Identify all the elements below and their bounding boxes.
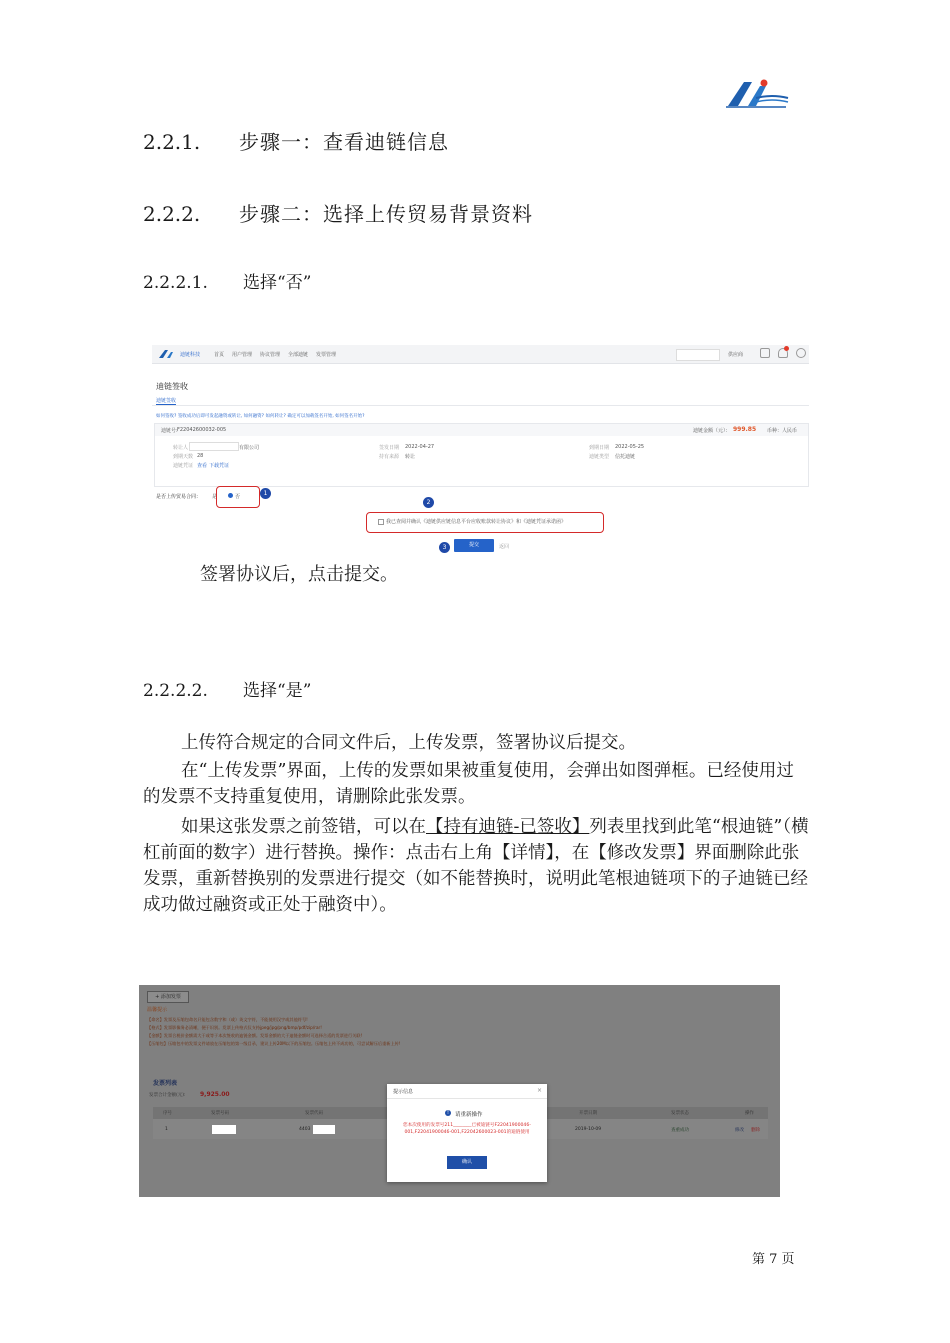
heading-2-2-2-1 [143,268,311,293]
nav-brand[interactable]: 迪链科技 [180,352,201,358]
tab-divider [152,405,809,406]
heading-2-2-2-2 [143,676,311,701]
close-icon[interactable]: × [537,1087,543,1094]
due-label: 到期日期 [589,445,610,451]
page-number: 第 7 页 [752,1252,795,1267]
paragraph-replace [143,814,811,918]
nav-item-home[interactable]: 首页 [214,352,225,358]
user-icon[interactable] [796,348,806,358]
holder-label: 转让人 [173,445,189,451]
chain-no-value: F22042600032-005 [177,427,227,433]
row-delete-link[interactable]: 删除 [751,1128,760,1133]
help-notice[interactable]: 如何签收? 签收成功后即可发起融资或转让, 如何融资? 如何转让? 确定可以加载签名开始, 如何签名开始? [156,414,365,419]
dialog-message: 您本次使用的发票号211________已被迪链号F22041900046-001,F22041900046-001,F22042600023-001的迪链使用 [403,1123,531,1135]
row-code-prefix: 4403 [299,1127,311,1132]
confirm-button[interactable]: 确认 [447,1156,487,1169]
duplicate-invoice-dialog [387,1084,547,1182]
heading-2-2-2 [143,198,533,227]
paragraph-text: 列表里找到此笔“根迪链”（横杠前面的数字）进行替换。操作：点击右上角【详情】，在【修改发票】界面删除此张发票，重新替换别的发票进行提交（如不能替换时，说明此笔根迪链项下的子迪链已经成功做过融资或正处于融资中）。 [143,817,809,915]
screenshot-invoice-duplicate [139,985,780,1197]
company-logo [722,76,790,110]
option-yes-radio[interactable]: 是 [212,494,218,500]
view-doc-link[interactable]: 查看 [197,463,208,469]
nav-item-agreements[interactable]: 协议管理 [260,352,281,358]
info-icon: ! [446,1110,449,1116]
issue-label: 签发日期 [379,445,400,451]
redacted-invoice-no [212,1125,236,1134]
dialog-title: 提示信息 [393,1089,414,1095]
redacted-invoice-code [313,1125,335,1134]
upload-contract-label: 是否上传贸易合同： [156,494,202,500]
heading-2-2-1 [143,126,449,155]
doc-label: 迪链凭证 [173,463,194,469]
issue-date: 2022-04-27 [405,444,435,450]
paragraph-upload: 上传符合规定的合同文件后，上传发票，签署协议后提交。 [181,733,636,753]
row-edit-link[interactable]: 修改 [735,1128,744,1133]
chain-no-label: 迪链号: [161,428,178,434]
agree-text[interactable]: 我已查阅并确认《迪链供应链信息平台应收账款转让协议》和《迪链凭证承诺函》 [386,519,567,525]
col-header: 开票日期 [579,1111,597,1116]
row-date: 2019-10-09 [575,1127,602,1132]
heading-text: 步骤二：选择上传贸易背景资料 [239,202,533,226]
col-header: 操作 [745,1111,754,1116]
invoice-list-title: 发票列表 [153,1080,178,1087]
days-label: 到期天数 [173,454,194,460]
tip-line: 【格式】发票影像务必清晰，便于识别。发票上传格式仅支持jpeg/jpg/png/bmp/pdf/zip/rar! [147,1025,322,1030]
highlight-box-option [216,486,260,508]
role-switcher[interactable]: 供应商 [728,352,744,358]
source-value: 转让 [405,454,416,460]
logo-icon [158,349,176,359]
redacted-company [189,442,239,451]
heading-number: 2.2.2.1. [143,273,208,293]
amount-label: 迪链金额（元）： [693,428,731,434]
heading-text: 选择“否” [243,273,312,293]
days-value: 28 [197,453,204,459]
total-value: 9,925.00 [200,1091,230,1098]
submit-button[interactable]: 提交 [454,539,494,552]
row-status: 查重成功 [671,1128,689,1133]
heading-number: 2.2.2. [143,202,201,226]
due-date: 2022-05-25 [615,444,645,450]
screenshot-chain-signing [152,345,809,560]
holder-value: 有限公司 [239,445,260,451]
page-title: 迪链签收 [156,382,188,391]
nav-item-all-chains[interactable]: 全部迪链 [288,352,309,358]
tab-chain-signing[interactable]: 迪链签收 [156,398,177,404]
agree-checkbox[interactable] [378,519,384,525]
option-no-radio[interactable]: 否 [235,494,241,500]
heading-text: 步骤一：查看迪链信息 [239,130,449,154]
nav-item-users[interactable]: 用户管理 [232,352,253,358]
heading-number: 2.2.1. [143,130,201,154]
back-button[interactable]: 返回 [499,544,510,550]
tip-line: 【命名】发票及压缩包命名只能包含数字和（或）英文字符，不能使用汉字或其他符号! [147,1017,308,1022]
step-badge-3: 3 [439,542,450,553]
tip-title: 温馨提示 [147,1007,168,1013]
tip-line: 【压缩包】压缩包中的发票文件请放在压缩包的第一级目录，建议上传20M以下的压缩包。压缩包上传不成功的，可尝试解压后重新上传! [147,1041,401,1046]
paragraph-duplicate: 在“上传发票”界面，上传的发票如果被重复使用，会弹出如图弹框。已经使用过的发票不支持重复使用，请删除此张发票。 [143,761,794,807]
col-header: 发票号码 [211,1111,229,1116]
type-label: 迪链类型 [589,454,610,460]
tip-line: 【金额】发票合税价金额需大于或等于本次签收的迪链金额。发票金额的大于迪链金额时可选择合适的发票进行关联! [147,1033,363,1038]
paragraph-text: 如果这张发票之前签错，可以在 [181,817,426,837]
chain-info-card [154,423,809,487]
currency: 币种：人民币 [767,428,798,434]
heading-text: 选择“是” [243,681,312,701]
row-index: 1 [165,1127,168,1132]
top-nav-bar [152,345,809,364]
total-label: 发票合计金额(元): [149,1093,186,1098]
home-icon[interactable] [760,348,770,358]
caption-sign-submit: 签署协议后，点击提交。 [200,564,398,585]
amount-value: 999.85 [733,426,757,433]
dialog-heading: 请重新操作 [455,1112,483,1118]
nav-item-invoices[interactable]: 发票管理 [316,352,337,358]
dialog-divider [387,1098,547,1099]
col-header: 发票代码 [305,1111,323,1116]
add-invoice-button[interactable]: + 添加发票 [147,991,189,1003]
source-label: 持有来源 [379,454,400,460]
col-header: 序号 [163,1111,172,1116]
redacted-user-box [676,349,720,361]
col-header: 发票状态 [671,1111,689,1116]
download-doc-link[interactable]: 下载凭证 [209,463,230,469]
step-badge-1: 1 [260,488,271,499]
notification-dot-icon [784,346,789,351]
held-chain-signed-link: 【持有迪链-已签收】 [426,817,590,837]
type-value: 信托迪链 [615,454,636,460]
step-badge-2: 2 [423,497,434,508]
heading-number: 2.2.2.2. [143,681,208,701]
